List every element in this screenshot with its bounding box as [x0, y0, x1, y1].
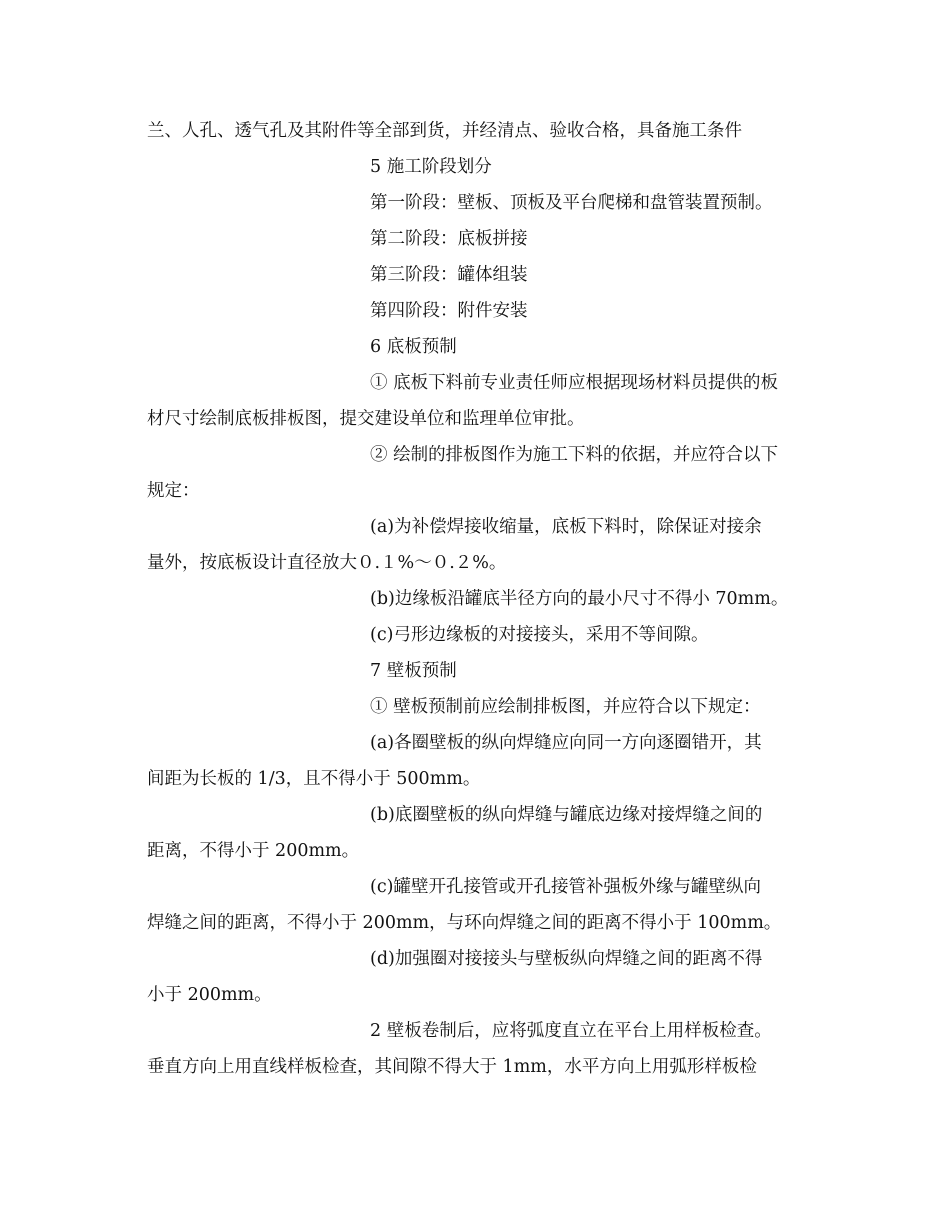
- text-line: (c)罐壁开孔接管或开孔接管补强板外缘与罐壁纵向: [370, 877, 761, 897]
- text-line: 距离，不得小于 200mm。: [147, 841, 360, 861]
- text-line: 兰、人孔、透气孔及其附件等全部到货，并经清点、验收合格，具备施工条件: [147, 121, 742, 141]
- section-heading: 7 壁板预制: [370, 661, 457, 681]
- text-line: 第二阶段：底板拼接: [370, 229, 528, 249]
- text-line: 垂直方向上用直线样板检查，其间隙不得大于 1mm，水平方向上用弧形样板检: [147, 1057, 757, 1077]
- text-line: (b)底圈壁板的纵向焊缝与罐底边缘对接焊缝之间的: [370, 805, 763, 825]
- text-line: (a)为补偿焊接收缩量，底板下料时，除保证对接余: [370, 517, 762, 537]
- document-body: [147, 113, 807, 1085]
- section-heading: 6 底板预制: [370, 337, 457, 357]
- text-line: 小于 200mm。: [147, 985, 272, 1005]
- text-line: ① 底板下料前专业责任师应根据现场材料员提供的板: [370, 373, 779, 393]
- text-line: 第三阶段：罐体组装: [370, 265, 528, 285]
- text-line: ① 壁板预制前应绘制排板图，并应符合以下规定：: [370, 697, 761, 717]
- text-line: (c)弓形边缘板的对接接头，采用不等间隙。: [370, 625, 709, 645]
- text-line: 焊缝之间的距离，不得小于 200mm，与环向焊缝之间的距离不得小于 100mm。: [147, 913, 782, 933]
- text-line: 2 壁板卷制后，应将弧度直立在平台上用样板检查。: [370, 1021, 772, 1041]
- text-line: 量外，按底板设计直径放大０.１%～０.２%。: [147, 553, 507, 573]
- text-line: 第四阶段：附件安装: [370, 301, 528, 321]
- text-line: (d)加强圈对接接头与壁板纵向焊缝之间的距离不得: [370, 949, 763, 969]
- text-line: (a)各圈壁板的纵向焊缝应向同一方向逐圈错开，其: [370, 733, 762, 753]
- text-line: 材尺寸绘制底板排板图，提交建设单位和监理单位审批。: [147, 409, 585, 429]
- text-line: 第一阶段：壁板、顶板及平台爬梯和盘管装置预制。: [370, 193, 773, 213]
- text-line: ② 绘制的排板图作为施工下料的依据，并应符合以下: [370, 445, 779, 465]
- text-line: 规定：: [147, 481, 200, 501]
- section-heading: 5 施工阶段划分: [370, 157, 492, 177]
- text-line: 间距为长板的 1/3，且不得小于 500mm。: [147, 769, 481, 789]
- text-line: (b)边缘板沿罐底半径方向的最小尺寸不得小 70mm。: [370, 589, 789, 609]
